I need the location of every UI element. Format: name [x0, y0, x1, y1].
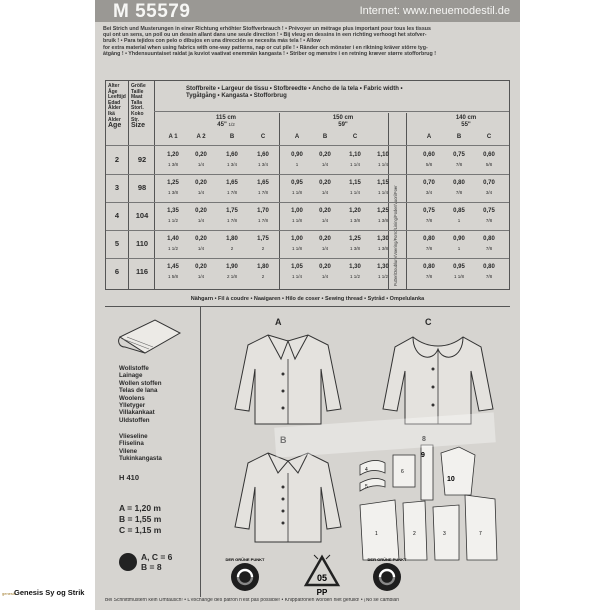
size-cell: 116 [135, 267, 149, 276]
yardage-cell: 0,80 [423, 264, 435, 270]
view-b-label: B [280, 435, 287, 445]
button-count: A, C = 6 B = 8 [141, 552, 173, 572]
yardage-cell: 0,20 [195, 208, 207, 214]
yardage-cell: 1,25 [349, 236, 361, 242]
yardage-cell: 0,20 [319, 264, 331, 270]
header-bar [95, 0, 520, 22]
note-line: for extra material when using fabrics with one-way patterns, nap or cut pile ! • Ränder och mönster i en riktning kräver större tyg- [103, 44, 428, 51]
yardage-cell: 0,90 [291, 152, 303, 158]
green-dot-logo [225, 555, 265, 595]
width-140-cm: 140 cm [455, 115, 477, 121]
piece-number: 3 [443, 531, 446, 537]
yardage-yd-cell: 1 3/4 [226, 162, 237, 167]
yardage-yd-cell: 1/4 [321, 246, 329, 251]
yardage-yd-cell: 7/8 [425, 274, 433, 279]
yardage-yd-cell: 1/4 [321, 162, 329, 167]
column-header: B [322, 134, 328, 140]
piece-number: 10 [447, 476, 455, 483]
yardage-cell: 1,65 [226, 180, 238, 186]
footer-note: Bei Schnittmustern kein Umtausch! • L'exchange des patron n'est pas possible! • Knippatronen worden niet geruild! • ¡No se cambian [105, 598, 399, 603]
yardage-yd-cell: 3/4 [425, 190, 433, 195]
yardage-yd-cell: 1 1/8 [453, 274, 464, 279]
column-header: A [294, 134, 300, 140]
yardage-cell: 1,20 [167, 152, 179, 158]
fabric-roll-icon [115, 315, 185, 360]
eco-label: DER GRÜNE PUNKT [367, 557, 407, 562]
yardage-yd-cell: 1 1/2 [349, 274, 360, 279]
column-header: B [456, 134, 462, 140]
yardage-cell: 1,80 [257, 264, 269, 270]
yardage-cell: 0,20 [319, 180, 331, 186]
yardage-cell: 1,65 [257, 180, 269, 186]
width-150-cm: 150 cm [332, 115, 354, 121]
yardage-yd-cell: 5/8 [485, 162, 493, 167]
pattern-number: M 55579 [113, 1, 191, 22]
yardage-yd-cell: 1/4 [197, 190, 205, 195]
yardage-cell: 1,20 [349, 208, 361, 214]
yardage-yd-cell: 1 1/4 [377, 162, 388, 167]
piece-number: 8 [422, 436, 426, 443]
brand-mark: genesis [2, 591, 16, 596]
yardage-cell: 1,45 [167, 264, 179, 270]
yardage-cell: 0,85 [453, 208, 465, 214]
brand-name: Genesis Sy og Strik [14, 588, 85, 597]
width-140-inch: 55" [461, 122, 471, 128]
yardage-yd-cell: 1/4 [197, 246, 205, 251]
yardage-cell: 0,80 [483, 264, 495, 270]
yardage-cell: 0,95 [453, 264, 465, 270]
piece-number: 6 [401, 469, 404, 475]
age-cell: 2 [114, 155, 120, 164]
yardage-yd-cell: 1/4 [321, 218, 329, 223]
yardage-yd-cell: 7/8 [485, 218, 493, 223]
yardage-cell: 0,80 [423, 236, 435, 242]
note-line: qui ont un sens, un poil ou un dessin allant dans une seule direction ! • Bij vleug en dessins in een richting verhoogt het stofver- [103, 32, 427, 39]
yardage-yd-cell: 1 1/4 [377, 190, 388, 195]
view-a-label: A [275, 317, 282, 327]
yardage-cell: 1,60 [257, 152, 269, 158]
yardage-cell: 0,60 [423, 152, 435, 158]
yardage-yd-cell: 7/8 [425, 246, 433, 251]
interfacing-list: Vlieseline Fliselina Vilene Tukinkangasta H 410 [119, 433, 162, 482]
yardage-cell: 1,30 [377, 236, 389, 242]
yardage-yd-cell: 1 1/2 [377, 274, 388, 279]
yardage-cell: 1,10 [349, 152, 361, 158]
note-line: Bei Strich und Musterungen in einer Richtung erhöhter Stoffverbrauch ! • Prévoyer un métrage plus important pour tous les tissus [103, 26, 431, 32]
width-115-inch: 45" 1/2 [217, 122, 235, 128]
fabric-width-header: Stoffbreite • Largeur de tissu • Stofbreedte • Ancho de la tela • Fabric width • Tygåtgång • Kangasta • Stofforbrug [186, 86, 403, 99]
yardage-yd-cell: 1 1/8 [291, 190, 302, 195]
recycle-number: 05 [316, 573, 328, 583]
interfacing-code: H 410 [119, 472, 140, 482]
piece-number: 5 [365, 484, 368, 490]
column-header: A [426, 134, 432, 140]
pattern-pieces-diagram [355, 435, 505, 565]
size-cell: 98 [137, 183, 147, 192]
yardage-yd-cell: 1 1/2 [167, 246, 178, 251]
yardage-cell: 1,75 [257, 236, 269, 242]
button-icon [119, 553, 137, 571]
direction-notes [103, 26, 513, 57]
piece-number: 4 [365, 467, 368, 473]
yardage-cell: 0,75 [453, 152, 465, 158]
yardage-yd-cell: 7/8 [485, 246, 493, 251]
yardage-yd-cell: 1 1/4 [291, 274, 302, 279]
yardage-cell: 0,80 [453, 180, 465, 186]
yardage-cell: 0,60 [483, 152, 495, 158]
yardage-yd-cell: 1 7/8 [257, 218, 268, 223]
yardage-yd-cell: 1 1/2 [167, 218, 178, 223]
yardage-yd-cell: 1/4 [197, 162, 205, 167]
yardage-cell: 1,25 [377, 208, 389, 214]
column-header: C [260, 134, 266, 140]
piece-number: 1 [375, 531, 378, 537]
pattern-envelope-back [95, 0, 520, 610]
yardage-cell: 1,35 [167, 208, 179, 214]
note-line: bruik ! • Para tejidos con pelo o dibujos en una dirección se necesita más tela ! • Allow [103, 38, 321, 45]
size-header: Größe Taille Maat Talla Storl. Koko Str. Size [131, 83, 146, 130]
website-label: Internet: www.neuemodestil.de [359, 5, 510, 17]
yardage-cell: 0,20 [319, 208, 331, 214]
yardage-cell: 1,90 [226, 264, 238, 270]
yardage-yd-cell: 5/8 [425, 162, 433, 167]
size-cell: 110 [135, 239, 149, 248]
view-a-drawing [223, 329, 353, 429]
column-header: B [229, 134, 235, 140]
yardage-yd-cell: 1 3/8 [377, 218, 388, 223]
yardage-cell: 1,40 [167, 236, 179, 242]
yardage-yd-cell: 1 7/8 [226, 190, 237, 195]
lining-label: Futter/Doublure/Voering/Forro/Lining/Foder/Vuori/Foer [393, 185, 398, 286]
yardage-cell: 0,20 [195, 180, 207, 186]
yardage-yd-cell: 1 3/4 [257, 162, 268, 167]
recycle-code: PP [316, 588, 328, 597]
eco-label: DER GRÜNE PUNKT [225, 557, 265, 562]
yardage-yd-cell: 1/4 [197, 218, 205, 223]
yardage-table [105, 80, 510, 290]
age-cell: 3 [114, 183, 120, 192]
column-header: A 1 [168, 134, 178, 140]
yardage-cell: 0,75 [483, 208, 495, 214]
yardage-cell: 1,15 [349, 180, 361, 186]
yardage-yd-cell: 7/8 [425, 218, 433, 223]
thread-line: Nähgarn • Fil à coudre • Naaigaren • Hilo de coser • Sewing thread • Sytråd • Ompelulanka [105, 296, 510, 307]
yardage-cell: 0,20 [195, 264, 207, 270]
yardage-cell: 0,80 [483, 236, 495, 242]
brand-logo [0, 585, 95, 603]
yardage-yd-cell: 1 7/8 [257, 190, 268, 195]
yardage-yd-cell: 1/4 [197, 274, 205, 279]
yardage-cell: 1,00 [291, 208, 303, 214]
materials-column [105, 307, 201, 597]
yardage-cell: 0,75 [423, 208, 435, 214]
yardage-yd-cell: 2 1/8 [226, 274, 237, 279]
view-c-label: C [425, 317, 432, 327]
yardage-yd-cell: 1 5/8 [167, 274, 178, 279]
yardage-yd-cell: 1 3/8 [377, 246, 388, 251]
yardage-yd-cell: 1 [457, 218, 461, 223]
age-header: Alter Âge Leeftijd Edad Ålder Ikä Alder Age [108, 83, 126, 130]
green-dot-logo [367, 555, 407, 595]
yardage-cell: 0,70 [423, 180, 435, 186]
interfacing-measures: A = 1,20 m B = 1,55 m C = 1,15 m [119, 503, 162, 535]
yardage-yd-cell: 1 1/4 [349, 162, 360, 167]
yardage-yd-cell: 2 [261, 274, 265, 279]
yardage-yd-cell: 1 3/8 [167, 162, 178, 167]
yardage-cell: 1,15 [377, 180, 389, 186]
yardage-cell: 0,20 [195, 152, 207, 158]
piece-number: 2 [413, 531, 416, 537]
age-cell: 6 [114, 267, 120, 276]
yardage-yd-cell: 1 7/8 [226, 218, 237, 223]
yardage-yd-cell: 1 3/8 [349, 246, 360, 251]
yardage-yd-cell: 7/8 [455, 162, 463, 167]
yardage-yd-cell: 1 [295, 162, 299, 167]
yardage-cell: 0,70 [483, 180, 495, 186]
yardage-cell: 0,95 [291, 180, 303, 186]
yardage-yd-cell: 1 1/8 [291, 218, 302, 223]
size-cell: 92 [137, 155, 147, 164]
yardage-cell: 0,20 [319, 152, 331, 158]
note-line: åtgång ! • Yhdensuuntaiset raidat ja kuviot vaativat enemmän kangasta ! • Striber og mønstre i en retning kræver større stofforbrug ! [103, 50, 436, 57]
yardage-yd-cell: 1/4 [321, 274, 329, 279]
yardage-cell: 1,75 [226, 208, 238, 214]
yardage-yd-cell: 7/8 [485, 274, 493, 279]
piece-number: 9 [421, 452, 425, 459]
yardage-yd-cell: 3/4 [485, 190, 493, 195]
yardage-cell: 1,80 [226, 236, 238, 242]
yardage-cell: 1,30 [349, 264, 361, 270]
yardage-cell: 0,20 [319, 236, 331, 242]
yardage-yd-cell: 2 [261, 246, 265, 251]
recycle-logo [300, 553, 344, 597]
yardage-cell: 1,70 [257, 208, 269, 214]
view-b-drawing [223, 447, 353, 547]
yardage-yd-cell: 1/4 [321, 190, 329, 195]
yardage-cell: 0,90 [453, 236, 465, 242]
age-cell: 4 [114, 211, 120, 220]
age-cell: 5 [114, 239, 120, 248]
yardage-yd-cell: 7/8 [455, 190, 463, 195]
yardage-yd-cell: 1 1/8 [291, 246, 302, 251]
yardage-cell: 1,30 [377, 264, 389, 270]
yardage-yd-cell: 1 1/4 [349, 190, 360, 195]
yardage-cell: 1,25 [167, 180, 179, 186]
yardage-cell: 0,20 [195, 236, 207, 242]
width-115-cm: 115 cm [215, 115, 237, 121]
piece-number: 7 [479, 531, 482, 537]
yardage-yd-cell: 2 [230, 246, 234, 251]
fabric-suggestions: Wollstoffe Lainage Wollen stoffen Telas de lana Woolens Ylletyger Villakankaat Uldstoffen [119, 365, 162, 424]
yardage-cell: 1,60 [226, 152, 238, 158]
yardage-cell: 1,05 [291, 264, 303, 270]
yardage-yd-cell: 1 3/8 [349, 218, 360, 223]
yardage-cell: 1,10 [377, 152, 389, 158]
yardage-yd-cell: 1 3/8 [167, 190, 178, 195]
yardage-yd-cell: 1 [457, 246, 461, 251]
column-header: C [486, 134, 492, 140]
size-cell: 104 [135, 211, 149, 220]
column-header: A 2 [196, 134, 206, 140]
width-150-inch: 59" [338, 122, 348, 128]
yardage-cell: 1,00 [291, 236, 303, 242]
column-header: C [352, 134, 358, 140]
